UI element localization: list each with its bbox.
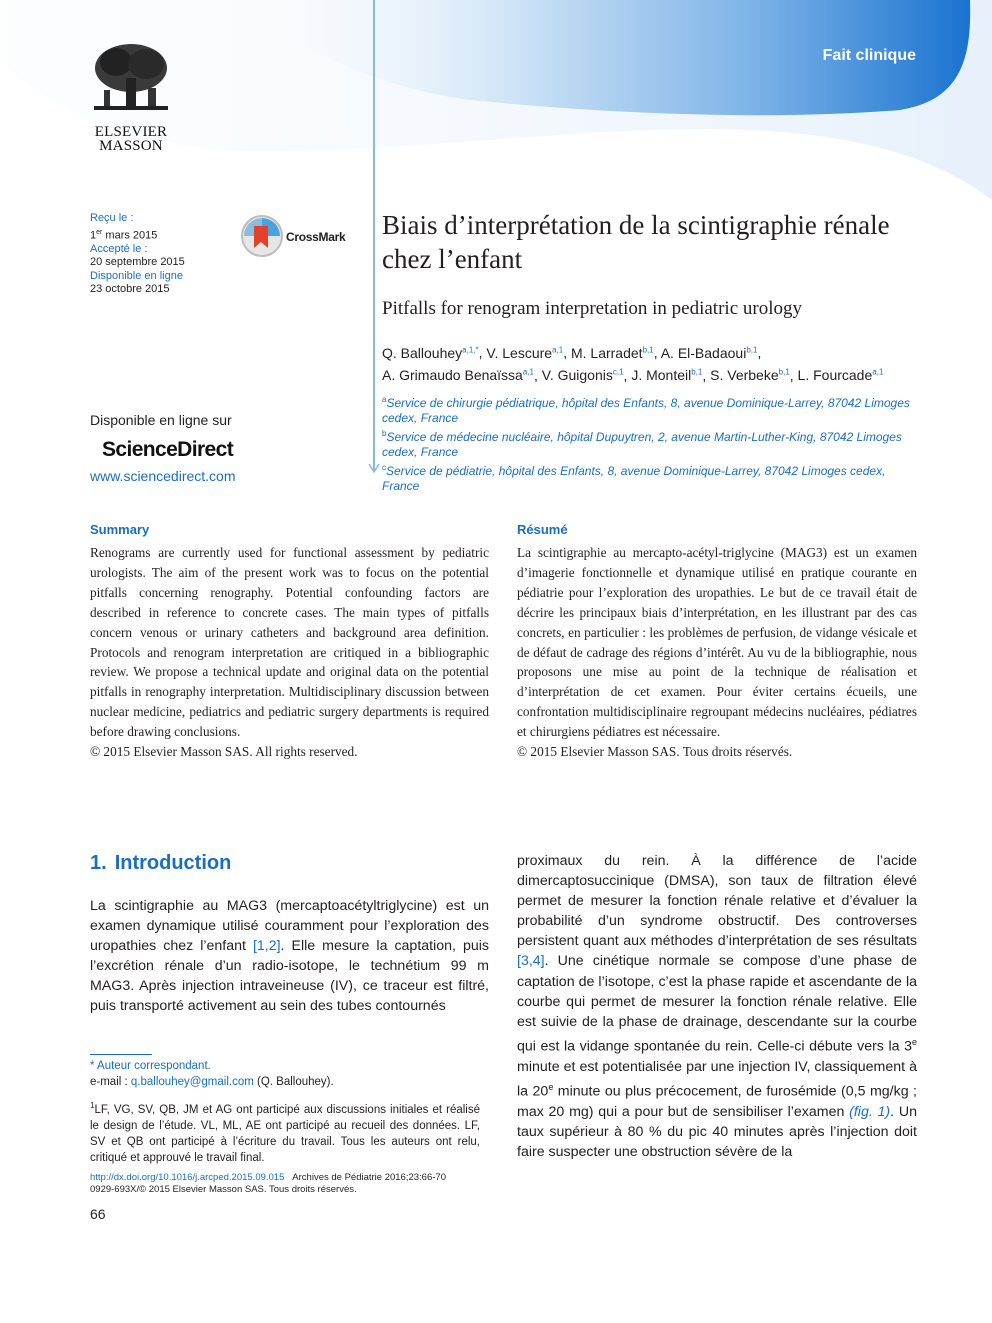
affiliation: $^a$Service de chirurgie pédiatrique, hôpital des Enfants, 8, avenue Dominique-Larrey, 87042 Limoges cedex, France bbox=[382, 395, 910, 425]
sciencedirect-link[interactable]: www.sciencedirect.com bbox=[90, 468, 236, 484]
doi-link[interactable]: http://dx.doi.org/10.1016/j.arcped.2015.09.015 bbox=[90, 1172, 285, 1183]
resume-heading: Résumé bbox=[517, 522, 568, 537]
publisher-logo bbox=[86, 40, 176, 154]
page-footer bbox=[90, 1172, 446, 1196]
author[interactable]: M. Larradet$^{b,1}$ bbox=[570, 344, 654, 361]
author[interactable]: V. Guigonis$^{c,1}$ bbox=[541, 367, 624, 384]
contribution-footnote: $^1$LF, VG, SV, QB, JM et AG ont participé aux discussions initiales et réalisé le design de l’étude. VL, ML, AE ont participé au recueil des données. LF, SV et QB ont participé à l’écriture du travail. Tous les auteurs ont relu, critiqué et approuvé le travail final. bbox=[90, 1101, 480, 1164]
article-dates bbox=[90, 212, 185, 297]
summary-section bbox=[90, 522, 489, 762]
citation-link[interactable]: [3,4] bbox=[517, 953, 545, 970]
crossmark-badge[interactable] bbox=[240, 214, 352, 258]
resume-copyright: © 2015 Elsevier Masson SAS. Tous droits réservés. bbox=[517, 744, 793, 760]
accepted-label: Accepté le : bbox=[90, 242, 148, 255]
author[interactable]: J. Monteil$^{b,1}$ bbox=[631, 367, 703, 384]
crossmark-icon bbox=[240, 214, 284, 258]
accepted-value: 20 septembre 2015 bbox=[90, 256, 185, 269]
section-title: Introduction bbox=[114, 852, 232, 874]
section-number: 1. bbox=[90, 852, 107, 874]
author[interactable]: A. Grimaudo Benaïssa$^{a,1}$ bbox=[382, 367, 534, 384]
author[interactable]: Q. Ballouhey$^{a,1,*}$ bbox=[382, 344, 479, 361]
publisher-name-line2: MASSON bbox=[99, 138, 163, 154]
summary-copyright: © 2015 Elsevier Masson SAS. All rights reserved. bbox=[90, 744, 358, 760]
footnotes bbox=[90, 1058, 480, 1166]
arrow-down-icon bbox=[368, 462, 380, 474]
sciencedirect-logo: ScienceDirect bbox=[102, 438, 234, 461]
email-line: e-mail : q.ballouhey@gmail.com (Q. Ballouhey). bbox=[90, 1076, 334, 1088]
affiliation: $^b$Service de médecine nucléaire, hôpital Dupuytren, 2, avenue Martin-Luther-King, 87042 Limoges cedex, France bbox=[382, 429, 902, 459]
resume-body: La scintigraphie au mercapto-acétyl-triglycine (MAG3) est un examen d’imagerie fonctionnelle et dynamique utilisé en pratique courante en pédiatrie pour l’exploration des uropathies. Le but de ce travail était de décrire les principaux biais d’interprétation, en les illustrant par des cas concrets, en particulier : les problèmes de perfusion, de vidange vésicale et de défaut de cadrage des régions d’intérêt. Au vu de la bibliographie, nous proposons une mise au point de la technique de réalisation et d’interprétation de cet examen. Pour éviter certains écueils, une confrontation multidisciplinaire regroupant médecins nucléaires, pédiatres et chirurgiens pédiatres est nécessaire. bbox=[517, 545, 917, 740]
email-link[interactable]: q.ballouhey@gmail.com bbox=[130, 1076, 254, 1088]
citation-link[interactable]: [1,2] bbox=[252, 938, 281, 955]
body-column-right: proximaux du rein. À la différence de l’acide dimercaptosuccinique (DMSA), son taux de filtration élevé permet de mesurer la fonction rénale relative et d’évaluer la probabilité d’un syndrome obstructif. Des controverses persistent quant aux méthodes d’interprétation de ses résultats [3,4]. Une cinétique normale se compose d’une phase de captation de l’isotope, c’est la phase rapide et ascendante de la courbe qui permet de mesurer la fonction rénale relative. Elle est suivie de la phase de drainage, descendante sur la courbe qui est la vidange spontanée du rein. Celle-ci débute vers la 3e minute et est potentialisée par une injection IV, classiquement à la 20e minute ou plus précocement, de furosémide (0,5 mg/kg ; max 20 mg) qui a pour but de sensibiliser l’examen (fig. 1). Un taux supérieur à 80 % du pic 40 minutes après l’injection doit faire suspecter une obstruction sévère de la bbox=[517, 853, 918, 1160]
journal-citation: Archives de Pédiatrie 2016;23:66-70 bbox=[292, 1172, 446, 1183]
author[interactable]: V. Lescure$^{a,1}$ bbox=[486, 344, 564, 361]
available-online-label: Disponible en ligne sur bbox=[90, 412, 232, 428]
author[interactable]: A. El-Badaoui$^{b,1}$ bbox=[660, 344, 758, 361]
resume-section bbox=[517, 522, 917, 762]
body-column-left: La scintigraphie au MAG3 (mercaptoacétyltriglycine) est un examen dynamique utilisé couramment pour l’exploration des uropathies chez l’enfant [1,2]. Elle mesure la captation, puis l’excrétion rénale d’un radio-isotope, le technétium 99 m MAG3. Après injection intraveineuse (IV), ce traceur est filtré, puis transporté activement au sein des tubes contournés bbox=[90, 898, 489, 1015]
online-value: 23 octobre 2015 bbox=[90, 283, 170, 296]
corresponding-author-note: * Auteur correspondant. bbox=[90, 1060, 211, 1072]
section-heading-introduction bbox=[90, 852, 231, 875]
section-label: Fait clinique bbox=[822, 47, 916, 64]
article-subtitle: Pitfalls for renogram interpretation in pediatric urology bbox=[382, 298, 802, 319]
footnote-divider bbox=[90, 1054, 152, 1055]
article-title: Biais d’interprétation de la scintigraphie rénale chez l’enfant bbox=[382, 210, 890, 274]
issn-copyright: 0929-693X/© 2015 Elsevier Masson SAS. Tous droits réservés. bbox=[90, 1184, 357, 1195]
affiliation-list bbox=[382, 392, 912, 494]
figure-link[interactable]: (fig. 1) bbox=[849, 1103, 891, 1120]
page-number: 66 bbox=[90, 1206, 106, 1222]
author-list: Q. Ballouhey$^{a,1,*}$, V. Lescure$^{a,1}$, M. Larradet$^{b,1}$, A. El-Badaoui$^{b,1}$, A. Grimaudo Benaïssa$^{a,1}$, V. Guigonis$^{c,1}$, J. Monteil$^{b,1}$, S. Verbeke$^{b,1}$, L. Fourcade$^{a,1}$ bbox=[382, 344, 884, 384]
author[interactable]: S. Verbeke$^{b,1}$ bbox=[710, 367, 790, 384]
affiliation: $^c$Service de pédiatrie, hôpital des Enfants, 8, avenue Dominique-Larrey, 87042 Limoges cedex, France bbox=[382, 463, 886, 493]
elsevier-tree-icon bbox=[86, 40, 176, 116]
online-label: Disponible en ligne bbox=[90, 269, 183, 282]
crossmark-label: CrossMark bbox=[286, 230, 346, 244]
received-value: 1er mars 2015 bbox=[90, 228, 158, 242]
received-label: Reçu le : bbox=[90, 212, 134, 224]
summary-body: Renograms are currently used for functional assessment by pediatric urologists. The aim of the present work was to focus on the potential pitfalls concerning renography. Potential confounding factors are described in reference to concrete cases. The main types of pitfalls concern venous or urinary catheters and background area definition. Protocols and renogram interpretation are critiqued in a bibliographic review. We propose a technical update and original data on the potential pitfalls in renography interpretation. Multidisciplinary discussion between nuclear medicine, pediatrics and pediatric surgery departments is required before drawing conclusions. bbox=[90, 545, 489, 740]
available-online bbox=[90, 412, 236, 484]
author[interactable]: L. Fourcade$^{a,1}$ bbox=[797, 367, 884, 384]
summary-heading: Summary bbox=[90, 522, 150, 537]
header-divider bbox=[373, 0, 375, 470]
publisher-name-line1: ELSEVIER bbox=[94, 124, 168, 140]
